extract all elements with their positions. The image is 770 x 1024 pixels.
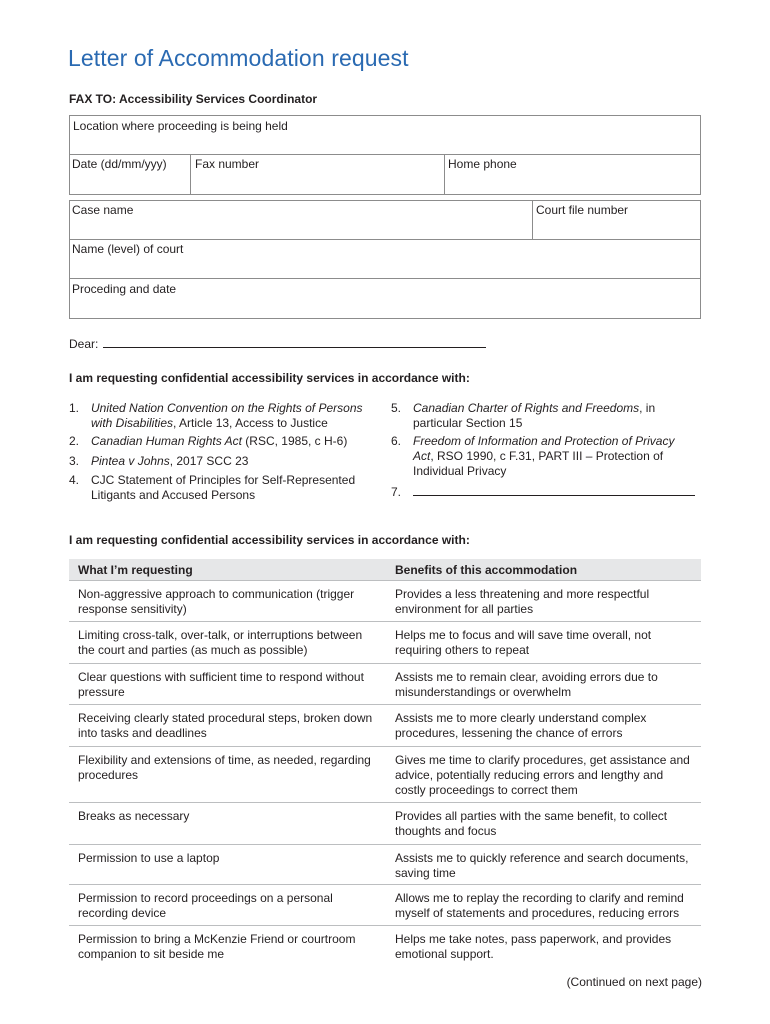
list-italic: United Nation Convention on the Rights of Persons with Disabilities [91,401,363,430]
table-row [69,803,701,845]
list-number: 3. [69,454,80,468]
column-header: What I’m requesting [69,559,386,581]
request-cell: Clear questions with sufficient time to respond without pressure [69,664,386,705]
table-row [69,845,701,885]
request-cell: Limiting cross-talk, over-talk, or interruptions between the court and parties (as much as possible) [69,622,386,664]
section1-heading: I am requesting confidential accessibility services in accordance with: [69,371,470,385]
list-text: (RSC, 1985, c H-6) [241,434,348,448]
list-number: 1. [69,401,80,415]
case-details-box [69,200,701,319]
table-header-row [69,559,701,581]
table-row [69,747,701,803]
list-italic: Pintea v Johns [91,454,170,468]
list-italic: Canadian Human Rights Act [91,434,242,448]
case-name-field[interactable]: Case name [72,203,134,217]
list-italic: Canadian Charter of Rights and Freedoms [413,401,640,415]
divider [69,239,701,240]
benefit-cell: Assists me to quickly reference and search documents, saving time [386,845,701,885]
list-text: CJC Statement of Principles for Self-Represented Litigants and Accused Persons [91,473,356,502]
table-row [69,705,701,747]
location-label: Location where proceeding is being held [73,119,288,133]
fax-number-field[interactable]: Fax number [195,157,260,171]
list-number: 4. [69,473,80,487]
list-italic: Freedom of Information and Protection of Privacy Act [413,434,675,463]
request-cell: Breaks as necessary [69,803,386,845]
dear-label: Dear: [69,337,99,351]
table-row [69,581,701,622]
benefit-cell: Provides a less threatening and more respectful environment for all parties [386,581,701,622]
column-header: Benefits of this accommodation [386,559,701,581]
benefit-cell: Provides all parties with the same benefit, to collect thoughts and focus [386,803,701,845]
request-cell: Permission to bring a McKenzie Friend or courtroom companion to sit beside me [69,926,386,964]
list-text: , RSO 1990, c F.31, PART III – Protection of Individual Privacy [413,449,664,478]
list-text: , Article 13, Access to Justice [173,416,328,430]
list-text: , 2017 SCC 23 [169,454,249,468]
request-cell: Flexibility and extensions of time, as needed, regarding procedures [69,747,386,803]
legal-basis-list-left [69,401,379,511]
date-field[interactable]: Date (dd/mm/yyy) [72,157,167,171]
legal-basis-list-right [391,401,703,511]
accommodation-table [69,559,701,964]
divider [532,200,533,240]
home-phone-field[interactable]: Home phone [448,157,517,171]
request-cell: Permission to record proceedings on a personal recording device [69,885,386,926]
benefit-cell: Helps me take notes, pass paperwork, and provides emotional support. [386,926,701,964]
table-row [69,885,701,926]
table-row [69,622,701,664]
divider [444,154,445,195]
list-number: 6. [391,434,402,448]
table-row [69,664,701,705]
benefit-cell: Gives me time to clarify procedures, get assistance and advice, potentially reducing errors and lengthy and costly proceedings to correct them [386,747,701,803]
proceeding-date-field[interactable]: Proceding and date [72,282,177,296]
benefit-cell: Assists me to remain clear, avoiding errors due to misunderstandings or overwhelm [386,664,701,705]
fax-to-heading: FAX TO: Accessibility Services Coordinator [69,92,318,106]
dear-input-line[interactable] [103,347,486,348]
other-basis-input-line[interactable] [413,485,695,496]
request-cell: Receiving clearly stated procedural steps, broken down into tasks and deadlines [69,705,386,747]
page-title: Letter of Accommodation request [68,45,409,71]
list-number: 2. [69,434,80,448]
table-row [69,926,701,964]
benefit-cell: Helps me to focus and will save time overall, not requiring others to repeat [386,622,701,664]
court-level-field[interactable]: Name (level) of court [72,242,184,256]
benefit-cell: Assists me to more clearly understand complex procedures, lessening the chance of errors [386,705,701,747]
benefit-cell: Allows me to replay the recording to clarify and remind myself of statements and procedures, reducing errors [386,885,701,926]
continued-note: (Continued on next page) [566,975,702,989]
divider [190,154,191,195]
list-number: 7. [391,485,402,499]
divider [69,278,701,279]
request-cell: Non-aggressive approach to communication (trigger response sensitivity) [69,581,386,622]
section2-heading: I am requesting confidential accessibility services in accordance with: [69,533,470,547]
list-text: , in particular Section 15 [413,401,656,430]
list-number: 5. [391,401,402,415]
court-file-number-field[interactable]: Court file number [536,203,629,217]
request-cell: Permission to use a laptop [69,845,386,885]
